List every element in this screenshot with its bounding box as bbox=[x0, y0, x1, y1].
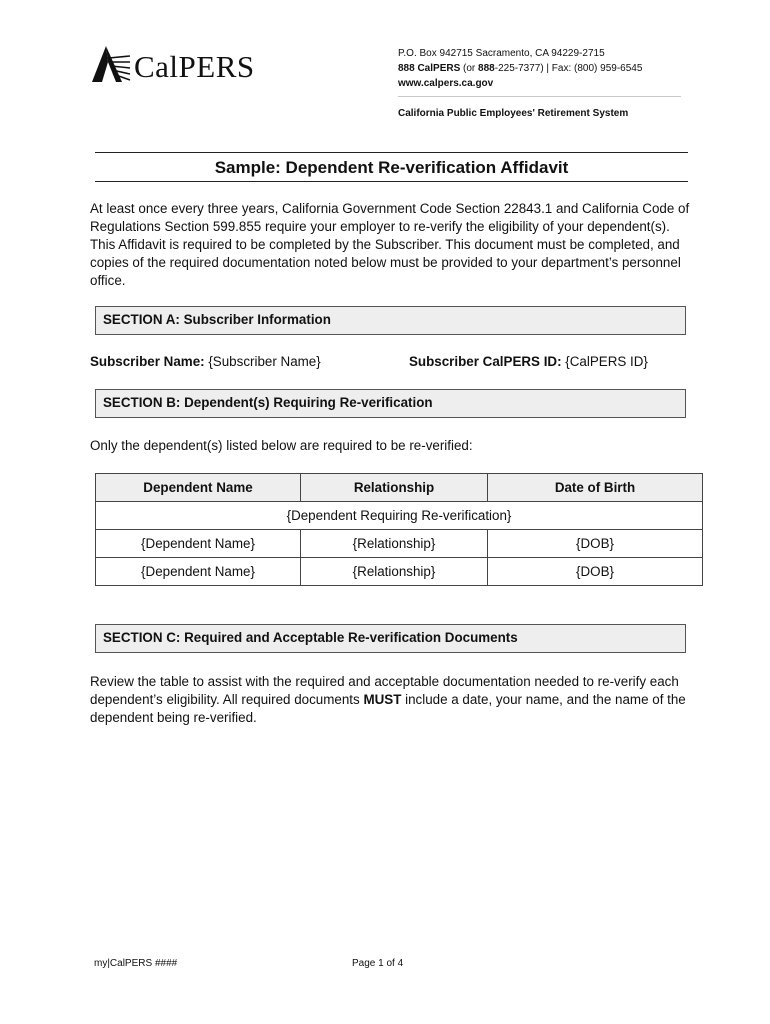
website-link[interactable]: www.calpers.ca.gov bbox=[398, 78, 494, 89]
footer-form-id: my|CalPERS #### bbox=[94, 958, 178, 969]
cell-relationship: {Relationship} bbox=[301, 558, 488, 586]
table-row bbox=[96, 558, 703, 586]
col-dependent-name: Dependent Name bbox=[96, 474, 301, 502]
logo-wordmark: CalPERS bbox=[134, 49, 255, 84]
calpers-logo bbox=[90, 44, 260, 86]
table-header-row bbox=[96, 474, 703, 502]
cell-relationship: {Relationship} bbox=[301, 530, 488, 558]
span-cell: {Dependent Requiring Re-verification} bbox=[96, 502, 703, 530]
cell-dob: {DOB} bbox=[488, 530, 703, 558]
col-date-of-birth: Date of Birth bbox=[488, 474, 703, 502]
section-c-heading: SECTION C: Required and Acceptable Re-verification Documents bbox=[95, 624, 686, 653]
contact-block bbox=[398, 46, 642, 91]
col-relationship: Relationship bbox=[301, 474, 488, 502]
cell-dependent-name: {Dependent Name} bbox=[96, 558, 301, 586]
subscriber-name-value: {Subscriber Name} bbox=[204, 354, 321, 369]
footer-page-number: Page 1 of 4 bbox=[352, 958, 404, 969]
org-name: California Public Employees' Retirement System bbox=[398, 108, 629, 119]
header-divider bbox=[398, 96, 681, 97]
cell-dependent-name: {Dependent Name} bbox=[96, 530, 301, 558]
phone-line: 888 CalPERS (or 888-225-7377) | Fax: (800) 959-6545 bbox=[398, 63, 643, 74]
table-row bbox=[96, 530, 703, 558]
title-rule-bottom bbox=[95, 181, 688, 182]
page-title: Sample: Dependent Re-verification Affidavit bbox=[214, 158, 569, 177]
cell-dob: {DOB} bbox=[488, 558, 703, 586]
subscriber-calpers-id: Subscriber CalPERS ID: {CalPERS ID} bbox=[409, 354, 648, 369]
subscriber-name: Subscriber Name: {Subscriber Name} bbox=[90, 354, 321, 369]
section-b-note: Only the dependent(s) listed below are required to be re-verified: bbox=[90, 438, 473, 453]
address-line: P.O. Box 942715 Sacramento, CA 94229-2715 bbox=[398, 48, 605, 59]
calpers-emblem-icon bbox=[90, 44, 132, 84]
section-c-paragraph: Review the table to assist with the required and acceptable documentation needed to re-verify each dependent’s eligibility. All required documents MUST include a date, your name, and the name of the dependent being re-verified. bbox=[90, 674, 686, 725]
table-span-row bbox=[96, 502, 703, 530]
subscriber-id-value: {CalPERS ID} bbox=[561, 354, 648, 369]
section-a-heading: SECTION A: Subscriber Information bbox=[95, 306, 686, 335]
section-b-heading: SECTION B: Dependent(s) Requiring Re-verification bbox=[95, 389, 686, 418]
intro-paragraph: At least once every three years, California Government Code Section 22843.1 and California Code of Regulations Section 599.855 require your employer to re-verify the eligibility of your dependent(s). This Affidavit is required to be completed by the Subscriber. This document must be completed, and copies of the required documentation noted below must be provided to your department’s personnel office. bbox=[90, 201, 690, 288]
title-rule-top bbox=[95, 152, 688, 153]
dependents-table bbox=[95, 473, 703, 586]
